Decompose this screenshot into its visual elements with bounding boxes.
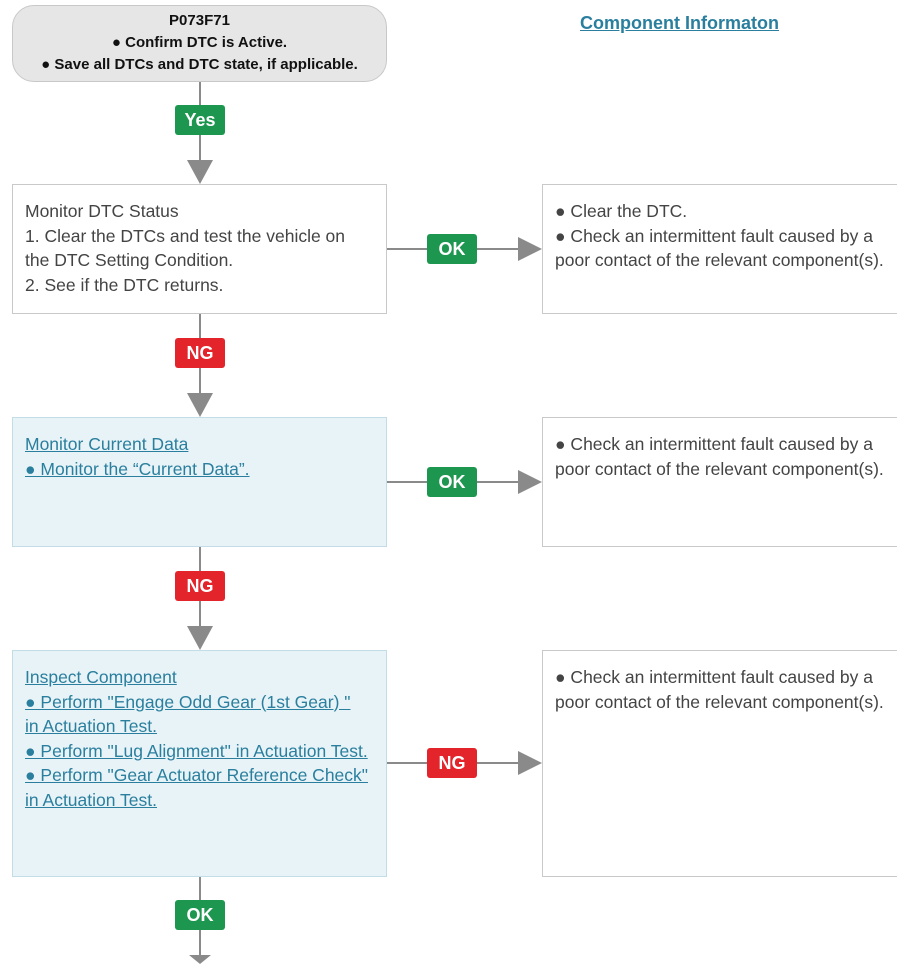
- result-text: ● Check an intermittent fault caused by a poor contact of the relevant component(s).: [555, 225, 884, 270]
- result-box: [542, 184, 897, 314]
- engage-odd-gear-link[interactable]: ● Perform "Engage Odd Gear (1st Gear) ": [25, 691, 351, 712]
- result-box: [542, 650, 897, 877]
- start-node: [12, 5, 387, 82]
- ok-badge: OK: [427, 467, 477, 497]
- gear-actuator-reference-check-link[interactable]: ● Perform "Gear Actuator Reference Check" in Actuation Test.: [25, 765, 368, 810]
- arrow-right-icon: [518, 237, 542, 261]
- step-inspect-component: [12, 650, 387, 877]
- ng-badge: NG: [175, 338, 225, 368]
- lug-alignment-link[interactable]: ● Perform "Lug Alignment" in Actuation Test.: [25, 740, 368, 761]
- result-box: [542, 417, 897, 547]
- step-title: Monitor DTC Status: [25, 201, 179, 221]
- ng-badge: NG: [427, 748, 477, 778]
- arrow-down-icon: [187, 393, 213, 417]
- engage-odd-gear-link-continued[interactable]: in Actuation Test.: [25, 716, 157, 736]
- monitor-current-data-instruction-link[interactable]: ● Monitor the “Current Data”.: [25, 458, 250, 479]
- arrow-down-icon: [187, 160, 213, 184]
- monitor-current-data-link[interactable]: Monitor Current Data: [25, 434, 189, 454]
- start-instruction-2: ● Save all DTCs and DTC state, if applicable.: [41, 56, 358, 73]
- step-instruction: 2. See if the DTC returns.: [25, 274, 224, 295]
- step-monitor-current-data: [12, 417, 387, 547]
- arrow-down-icon: [189, 955, 211, 964]
- yes-badge: Yes: [175, 105, 225, 135]
- inspect-component-link[interactable]: Inspect Component: [25, 667, 177, 687]
- result-text: ● Clear the DTC.: [555, 201, 688, 221]
- step-instruction: 1. Clear the DTCs and test the vehicle on the DTC Setting Condition.: [25, 225, 346, 270]
- start-instruction-1: ● Confirm DTC is Active.: [111, 34, 288, 51]
- ng-badge: NG: [175, 571, 225, 601]
- arrow-right-icon: [518, 751, 542, 775]
- result-text: ● Check an intermittent fault caused by a poor contact of the relevant component(s).: [555, 667, 884, 712]
- component-information-link[interactable]: Component Informaton: [580, 13, 779, 33]
- ok-badge: OK: [175, 900, 225, 930]
- ok-badge: OK: [427, 234, 477, 264]
- arrow-down-icon: [187, 626, 213, 650]
- dtc-code: P073F71: [169, 12, 230, 29]
- result-text: ● Check an intermittent fault caused by a poor contact of the relevant component(s).: [555, 434, 884, 479]
- step-monitor-dtc-status: [12, 184, 387, 314]
- arrow-right-icon: [518, 470, 542, 494]
